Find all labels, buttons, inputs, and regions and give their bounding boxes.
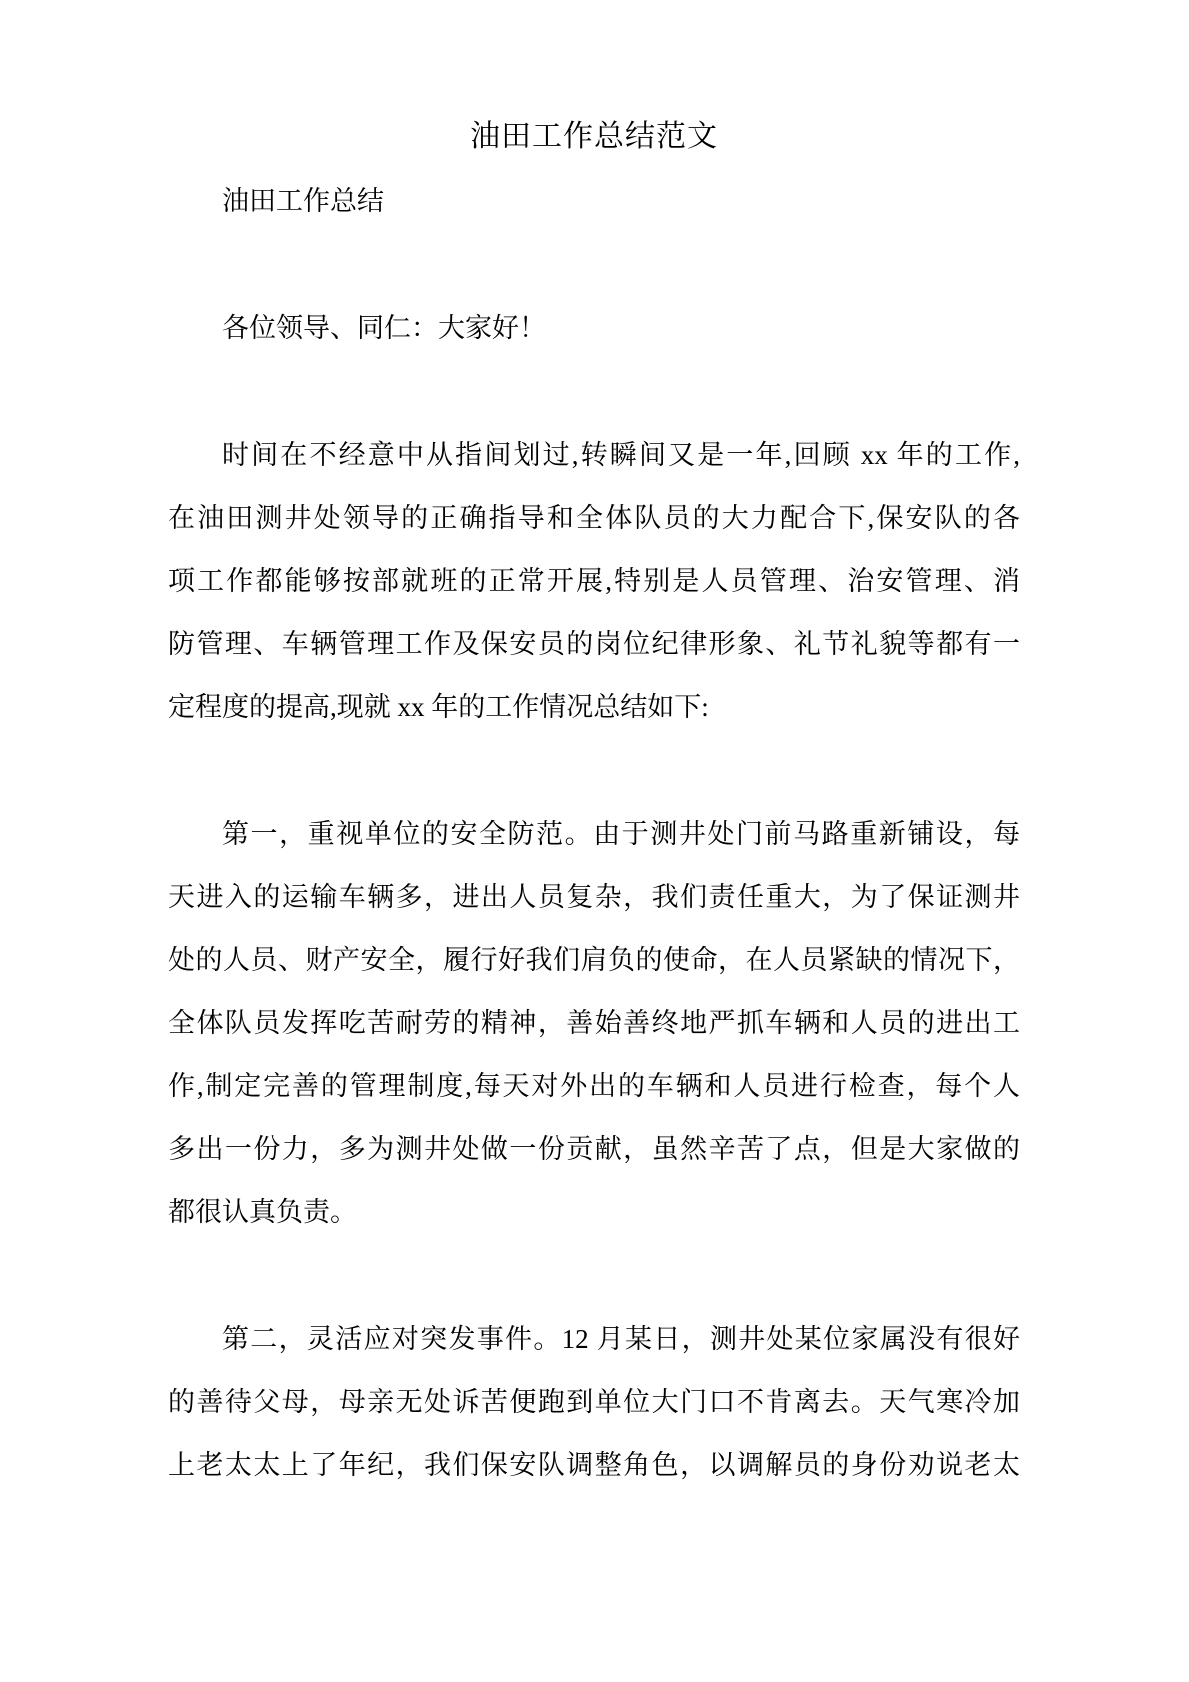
- text-line: 防管理、车辆管理工作及保安员的岗位纪律形象、礼节礼貌等都有一: [168, 629, 1020, 659]
- text-line: 全体队员发挥吃苦耐劳的精神，善始善终地严抓车辆和人员的进出工: [168, 1008, 1020, 1038]
- document-body: [168, 170, 1020, 1497]
- document-title: 油田工作总结范文: [470, 120, 718, 153]
- paragraph: [168, 1308, 1020, 1497]
- text-line: 作,制定完善的管理制度,每天对外出的车辆和人员进行检查，每个人: [168, 1071, 1020, 1101]
- text-line: 定程度的提高,现就 xx 年的工作情况总结如下:: [168, 692, 709, 722]
- text-line: 的善待父母，母亲无处诉苦便跑到单位大门口不肯离去。天气寒冷加: [168, 1387, 1020, 1417]
- text-line: 时间在不经意中从指间划过,转瞬间又是一年,回顾 xx 年的工作,: [222, 440, 1020, 470]
- text-line: 第一，重视单位的安全防范。由于测井处门前马路重新铺设，每: [222, 819, 1020, 849]
- text-line: 都很认真负责。: [168, 1197, 357, 1227]
- text-line: 处的人员、财产安全，履行好我们肩负的使命，在人员紧缺的情况下，: [168, 945, 1020, 975]
- text-line: 油田工作总结: [222, 186, 384, 216]
- text-line: 多出一份力，多为测井处做一份贡献，虽然辛苦了点，但是大家做的: [168, 1134, 1020, 1164]
- text-line: 第二，灵活应对突发事件。12 月某日，测井处某位家属没有很好: [222, 1324, 1020, 1354]
- paragraph: [168, 424, 1020, 739]
- text-line: 上老太太上了年纪，我们保安队调整角色，以调解员的身份劝说老太: [168, 1450, 1020, 1480]
- text-line: 在油田测井处领导的正确指导和全体队员的大力配合下,保安队的各: [168, 503, 1020, 533]
- text-line: 各位领导、同仁：大家好！: [222, 313, 546, 343]
- text-line: 天进入的运输车辆多，进出人员复杂，我们责任重大，为了保证测井: [168, 882, 1020, 912]
- paragraph: [168, 170, 1020, 233]
- paragraph: [168, 297, 1020, 360]
- paragraph: [168, 803, 1020, 1244]
- text-line: 项工作都能够按部就班的正常开展,特别是人员管理、治安管理、消: [168, 566, 1020, 596]
